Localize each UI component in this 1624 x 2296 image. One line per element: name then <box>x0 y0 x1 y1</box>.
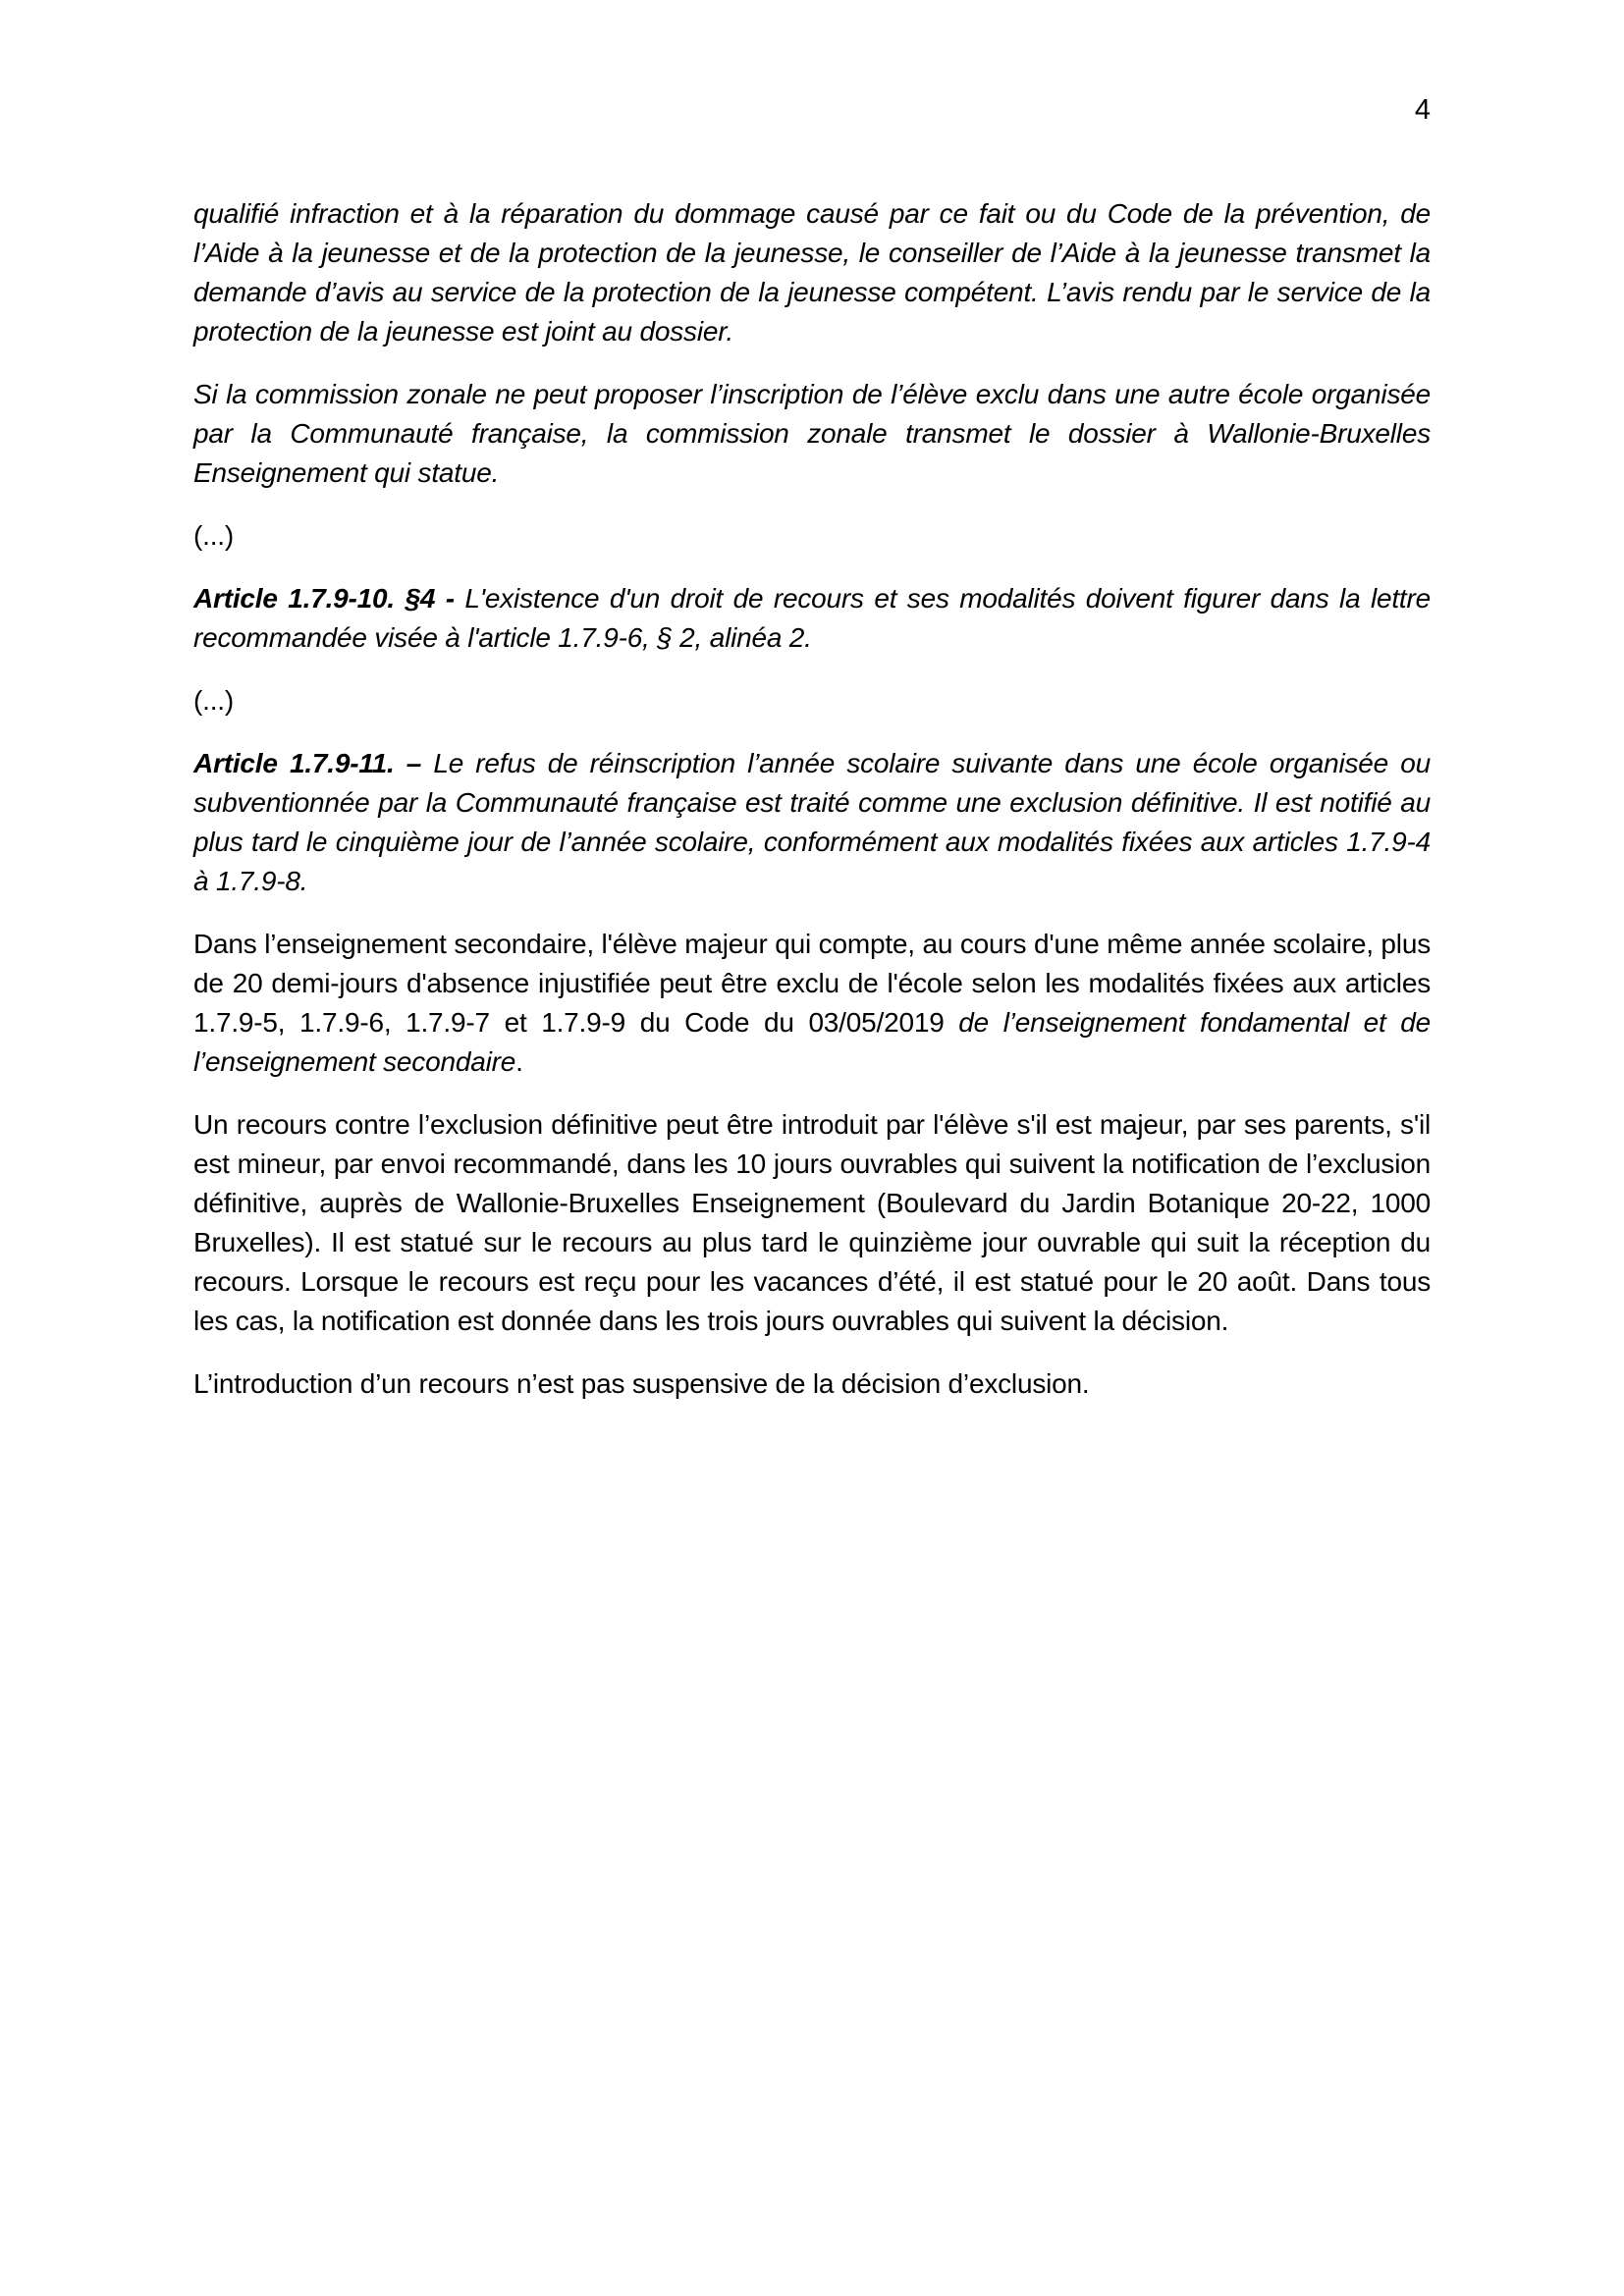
page-number: 4 <box>1414 94 1431 126</box>
paragraph <box>193 375 1431 493</box>
text-run: Si la commission zonale ne peut proposer l’inscription de l’élève exclu dans une autre école organisée par la Communauté française, la commission zonale transmet le dossier à Wallonie-Bruxelles Enseignement qui statue. <box>193 379 1431 488</box>
paragraph <box>193 925 1431 1082</box>
text-run: (...) <box>193 520 234 551</box>
paragraph <box>193 744 1431 901</box>
text-run: L'existence d'un droit de recours et ses modalités doivent figurer dans la lettre recommandée visée à l'article 1.7.9-6, § 2, alinéa 2. <box>193 583 1432 653</box>
text-run: Article 1.7.9-10. §4 - <box>193 583 465 614</box>
text-run: qualifié infraction et à la réparation du dommage causé par ce fait ou du Code de la prévention, de l’Aide à la jeunesse et de la protection de la jeunesse, le conseiller de l’Aide à la jeunesse transmet la demande d’avis au service de la protection de la jeunesse compétent. L’avis rendu par le service de la protection de la jeunesse est joint au dossier. <box>193 198 1431 347</box>
paragraph <box>193 516 1431 556</box>
paragraph <box>193 1364 1431 1404</box>
paragraph <box>193 579 1431 658</box>
text-run: de l’enseignement fondamental et de l’enseignement secondaire <box>193 1007 1431 1077</box>
text-run: L’introduction d’un recours n’est pas suspensive de la décision d’exclusion. <box>193 1368 1090 1399</box>
paragraph <box>193 194 1431 351</box>
text-run: Un recours contre l’exclusion définitive peut être introduit par l'élève s'il est majeur, par ses parents, s'il est mineur, par envoi recommandé, dans les 10 jours ouvrables qui suivent la notification de l’exclusion définitive, auprès de Wallonie-Bruxelles Enseignement (Boulevard du Jardin Botanique 20-22, 1000 Bruxelles). Il est statué sur le recours au plus tard le quinzième jour ouvrable qui suit la réception du recours. Lorsque le recours est reçu pour les vacances d’été, il est statué pour le 20 août. Dans tous les cas, la notification est donnée dans les trois jours ouvrables qui suivent la décision. <box>193 1109 1431 1336</box>
text-run: . <box>515 1046 523 1077</box>
document-body <box>193 194 1431 1404</box>
paragraph <box>193 1105 1431 1341</box>
paragraph <box>193 681 1431 721</box>
text-run: Le refus de réinscription l’année scolaire suivante dans une école organisée ou subventionnée par la Communauté française est traité comme une exclusion définitive. Il est notifié au plus tard le cinquième jour de l’année scolaire, conformément aux modalités fixées aux articles 1.7.9-4 à 1.7.9-8. <box>193 748 1431 896</box>
text-run: Article 1.7.9-11. – <box>193 748 434 778</box>
text-run: (...) <box>193 685 234 716</box>
text-run: Dans l’enseignement secondaire, l'élève majeur qui compte, au cours d'une même année scolaire, plus de 20 demi-jours d'absence injustifiée peut être exclu de l'école selon les modalités fixées aux articles 1.7.9-5, 1.7.9-6, 1.7.9-7 et 1.7.9-9 du Code du 03/05/2019 <box>193 929 1431 1038</box>
